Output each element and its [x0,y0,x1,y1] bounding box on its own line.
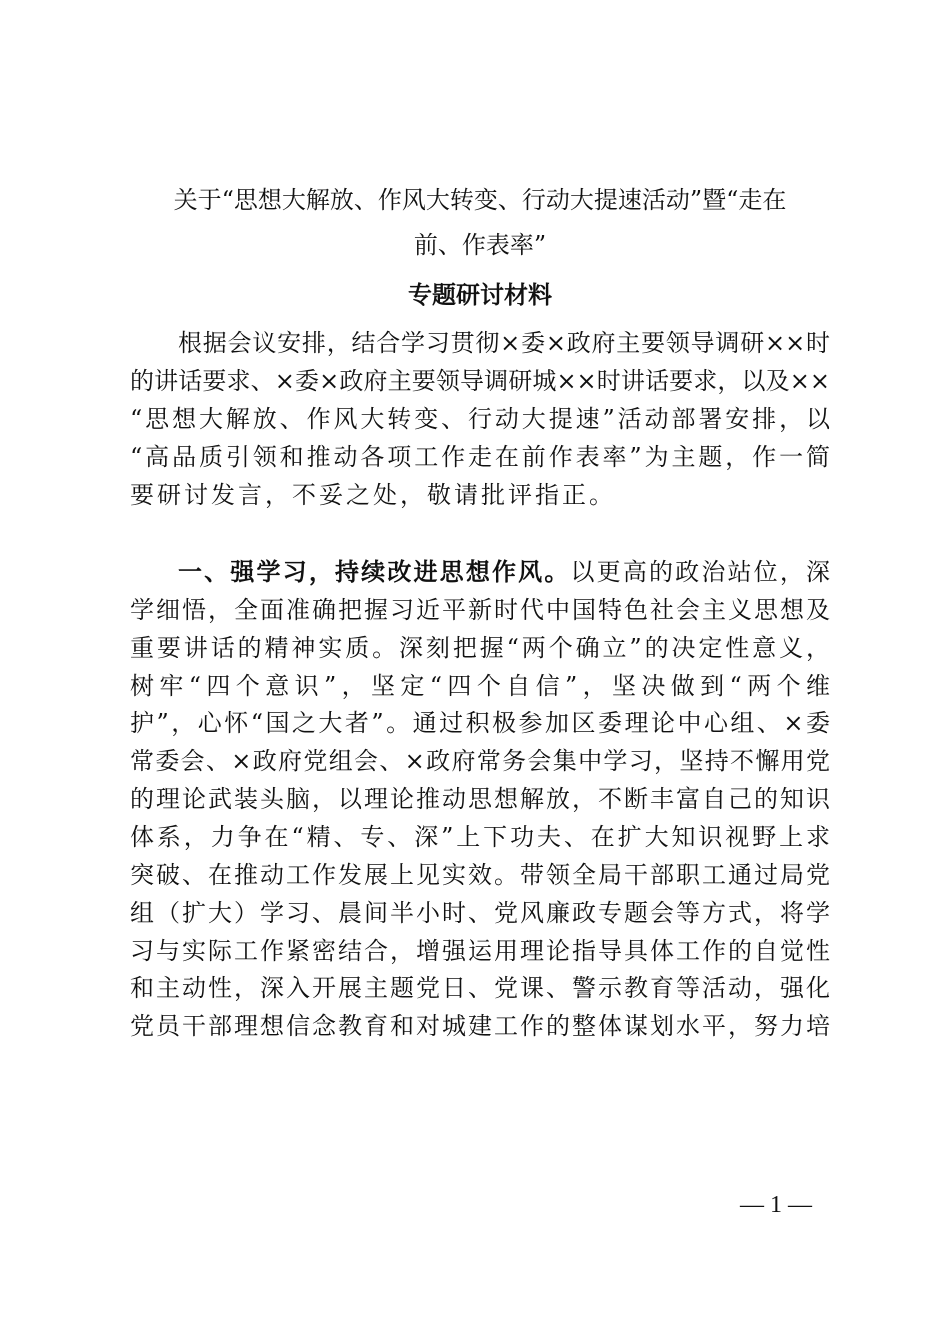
title-line-1: 关于“思想大解放、作风大转变、行动大提速活动”暨“走在 [173,186,787,214]
text-span: 以更高的政治站位，深 [570,558,830,586]
text-line [178,555,830,589]
text-line: “高品质引领和推动各项工作走在前作表率”为主题，作一简 [130,443,830,471]
text-line: 树牢“四个意识”，坚定“四个自信”，坚决做到“两个维 [130,672,830,700]
subtitle: 专题研讨材料 [408,280,552,309]
text-line: 要研讨发言，不妥之处，敬请批评指正。 [130,481,616,509]
page-number: — 1 — [740,1192,812,1218]
text-line: 的理论武装头脑，以理论推动思想解放，不断丰富自己的知识 [130,785,830,813]
text-line: 组（扩大）学习、晨间半小时、党风廉政专题会等方式，将学 [130,899,830,927]
text-line: 的讲话要求、×委×政府主要领导调研城××时讲话要求，以及×× [130,367,830,395]
text-line: 重要讲话的精神实质。深刻把握“两个确立”的决定性意义， [130,634,830,662]
text-line: “思想大解放、作风大转变、行动大提速”活动部署安排，以 [130,405,830,433]
text-line: 突破、在推动工作发展上见实效。带领全局干部职工通过局党 [130,861,830,889]
section-heading: 一、强学习，持续改进思想作风。 [178,557,571,586]
text-line: 学细悟，全面准确把握习近平新时代中国特色社会主义思想及 [130,596,830,624]
text-line: 体系，力争在“精、专、深”上下功夫、在扩大知识视野上求 [130,823,830,851]
text-line: 根据会议安排，结合学习贯彻×委×政府主要领导调研××时 [178,329,830,357]
text-line: 和主动性，深入开展主题党日、党课、警示教育等活动，强化 [130,974,830,1002]
text-line: 常委会、×政府党组会、×政府常务会集中学习，坚持不懈用党 [130,747,830,775]
text-line: 护”，心怀“国之大者”。通过积极参加区委理论中心组、×委 [130,709,830,737]
text-line: 党员干部理想信念教育和对城建工作的整体谋划水平，努力培 [130,1012,830,1040]
text-line: 习与实际工作紧密结合，增强运用理论指导具体工作的自觉性 [130,937,830,965]
title-line-2: 前、作表率” [413,231,547,259]
